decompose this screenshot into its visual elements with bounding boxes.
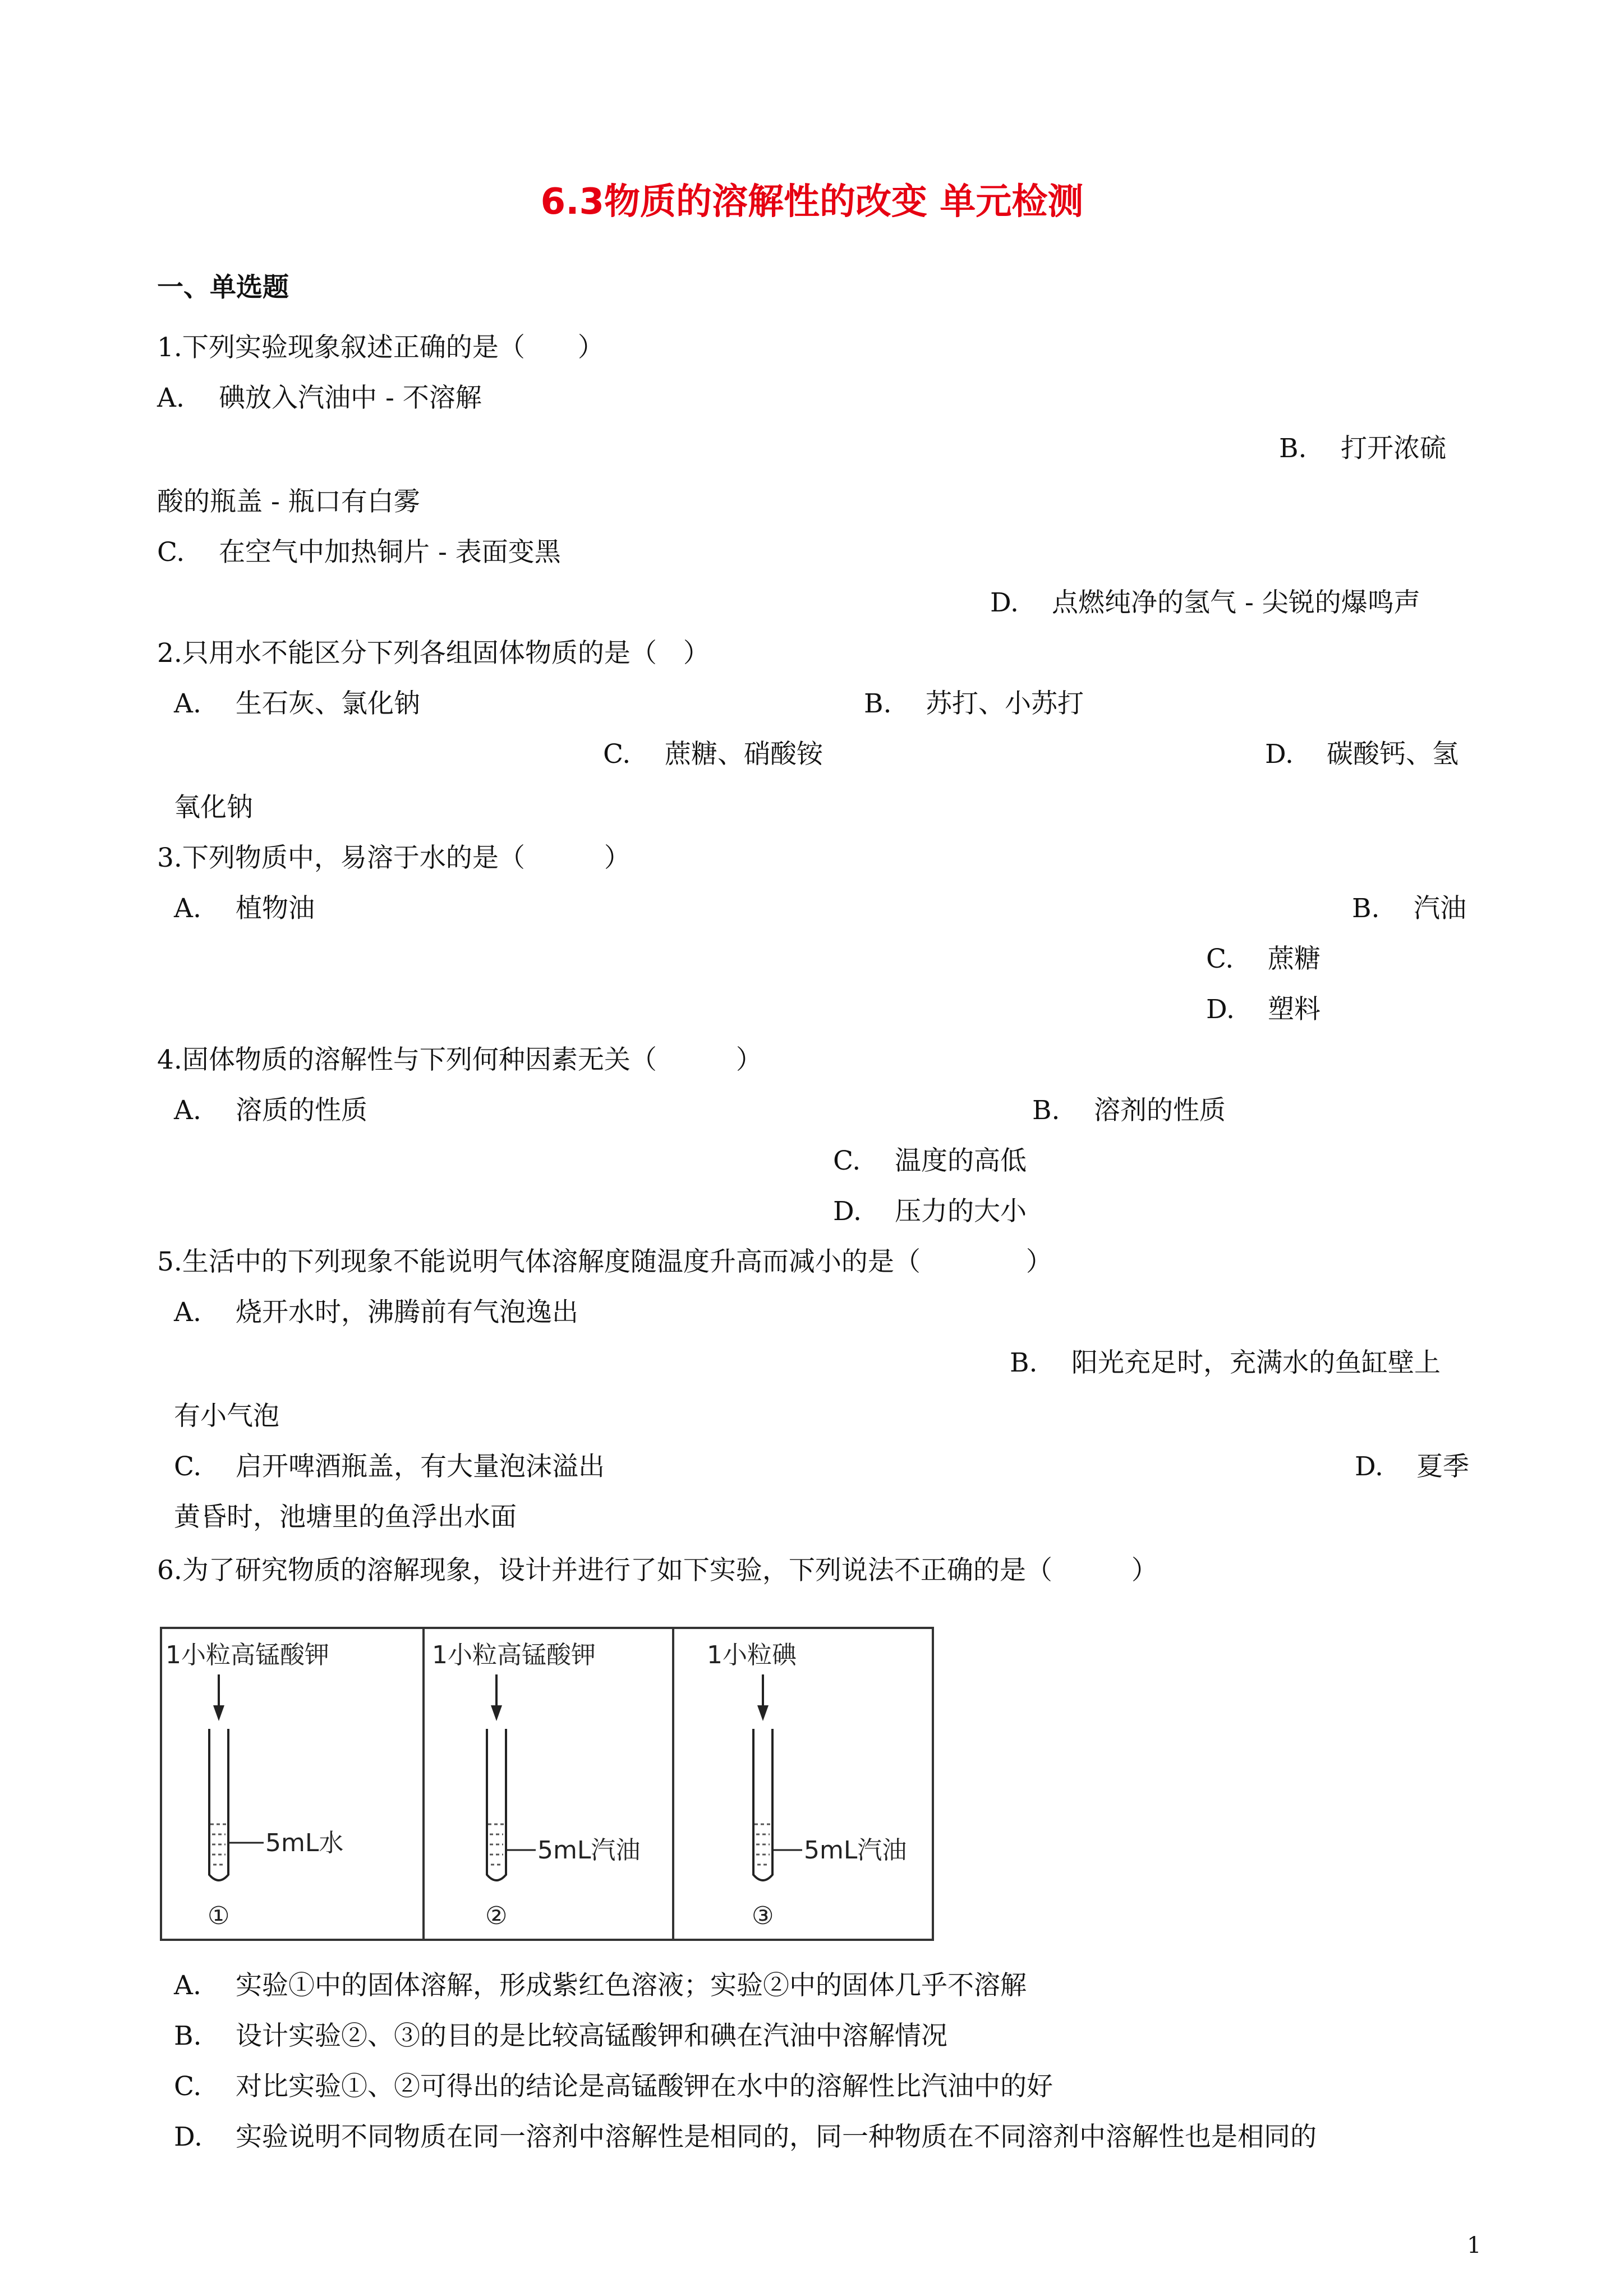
q5-option-b[interactable]: B. 阳光充足时，充满水的鱼缸壁上 (1010, 1347, 1441, 1378)
q6-option-d[interactable]: D. 实验说明不同物质在同一溶剂中溶解性是相同的，同一种物质在不同溶剂中溶解性也是相同的 (174, 2122, 1317, 2152)
q4-option-a[interactable]: A. 溶质的性质 (174, 1095, 367, 1126)
q2-option-d-continued: 氧化钠 (174, 792, 253, 823)
q5-option-d-continued: 黄昏时，池塘里的鱼浮出水面 (174, 1502, 517, 1533)
q3-option-d[interactable]: D. 塑料 (1206, 994, 1321, 1025)
panel-2-liquid (488, 1824, 505, 1865)
q5-option-a[interactable]: A. 烧开水时，沸腾前有气泡逸出 (174, 1297, 578, 1328)
q4-option-b[interactable]: B. 溶剂的性质 (1032, 1095, 1226, 1126)
q2-option-c[interactable]: C. 蔗糖、硝酸铵 (603, 739, 823, 770)
question-1-stem: 1.下列实验现象叙述正确的是（ ） (157, 332, 604, 363)
panel-1-top-label: 1小粒高锰酸钾 (165, 1641, 329, 1669)
q2-option-b[interactable]: B. 苏打、小苏打 (864, 688, 1084, 719)
section-heading: 一、单选题 (157, 272, 289, 303)
page-title: 6.3物质的溶解性的改变 单元检测 (540, 181, 1084, 223)
q5-option-d[interactable]: D. 夏季 (1355, 1451, 1469, 1482)
q1-option-c[interactable]: C. 在空气中加热铜片 - 表面变黑 (157, 537, 561, 568)
panel-2 (432, 1641, 640, 1930)
panel-2-test-tube (487, 1729, 506, 1880)
q1-option-b[interactable]: B. 打开浓硫 (1279, 433, 1446, 464)
panel-3-liquid (755, 1824, 771, 1865)
q2-option-d[interactable]: D. 碳酸钙、氢 (1265, 739, 1459, 770)
question-6-stem: 6.为了研究物质的溶解现象，设计并进行了如下实验，下列说法不正确的是（ ） (157, 1555, 1158, 1586)
q3-option-b[interactable]: B. 汽油 (1352, 893, 1466, 924)
panel-3-arrowhead (757, 1705, 769, 1721)
panel-3-number: ③ (752, 1902, 774, 1930)
q4-option-c[interactable]: C. 温度的高低 (833, 1145, 1027, 1176)
panel-2-arrowhead (491, 1705, 502, 1721)
question-3-stem: 3.下列物质中，易溶于水的是（ ） (157, 843, 631, 873)
q6-option-c[interactable]: C. 对比实验①、②可得出的结论是高锰酸钾在水中的溶解性比汽油中的好 (174, 2071, 1053, 2102)
panel-1-liquid (210, 1824, 227, 1865)
panel-1 (165, 1641, 343, 1930)
question-2-stem: 2.只用水不能区分下列各组固体物质的是（ ） (157, 638, 710, 669)
panel-3-liquid-label: 5mL汽油 (804, 1836, 907, 1865)
panel-2-top-label: 1小粒高锰酸钾 (432, 1641, 596, 1669)
q1-option-b-continued: 酸的瓶盖 - 瓶口有白雾 (157, 486, 420, 517)
panel-2-number: ② (485, 1902, 508, 1930)
panel-1-number: ① (208, 1902, 230, 1930)
q5-option-c[interactable]: C. 启开啤酒瓶盖，有大量泡沫溢出 (174, 1451, 605, 1482)
panel-1-arrowhead (213, 1705, 224, 1721)
experiment-diagram (160, 1627, 934, 1941)
q3-option-a[interactable]: A. 植物油 (174, 893, 315, 924)
panel-3 (707, 1641, 907, 1930)
panel-3-top-label: 1小粒碘 (707, 1641, 797, 1669)
q3-option-c[interactable]: C. 蔗糖 (1206, 944, 1321, 974)
q6-option-b[interactable]: B. 设计实验②、③的目的是比较高锰酸钾和碘在汽油中溶解情况 (174, 2021, 947, 2051)
panel-1-liquid-label: 5mL水 (265, 1829, 344, 1857)
q1-option-d[interactable]: D. 点燃纯净的氢气 - 尖锐的爆鸣声 (990, 587, 1420, 618)
panel-1-test-tube (209, 1729, 228, 1880)
q4-option-d[interactable]: D. 压力的大小 (833, 1196, 1027, 1227)
question-5-stem: 5.生活中的下列现象不能说明气体溶解度随温度升高而减小的是（ ） (157, 1246, 1052, 1277)
q1-option-a[interactable]: A. 碘放入汽油中 - 不溶解 (157, 383, 482, 413)
q5-option-b-continued: 有小气泡 (174, 1401, 279, 1432)
q6-option-a[interactable]: A. 实验①中的固体溶解，形成紫红色溶液；实验②中的固体几乎不溶解 (174, 1970, 1027, 2001)
panel-3-test-tube (753, 1729, 772, 1880)
q2-option-a[interactable]: A. 生石灰、氯化钠 (174, 688, 420, 719)
experiment-figure (160, 1627, 934, 1941)
question-4-stem: 4.固体物质的溶解性与下列何种因素无关（ ） (157, 1045, 762, 1075)
panel-2-liquid-label: 5mL汽油 (537, 1836, 641, 1865)
page-number: 1 (1467, 2233, 1482, 2258)
figure-border (161, 1628, 933, 1940)
